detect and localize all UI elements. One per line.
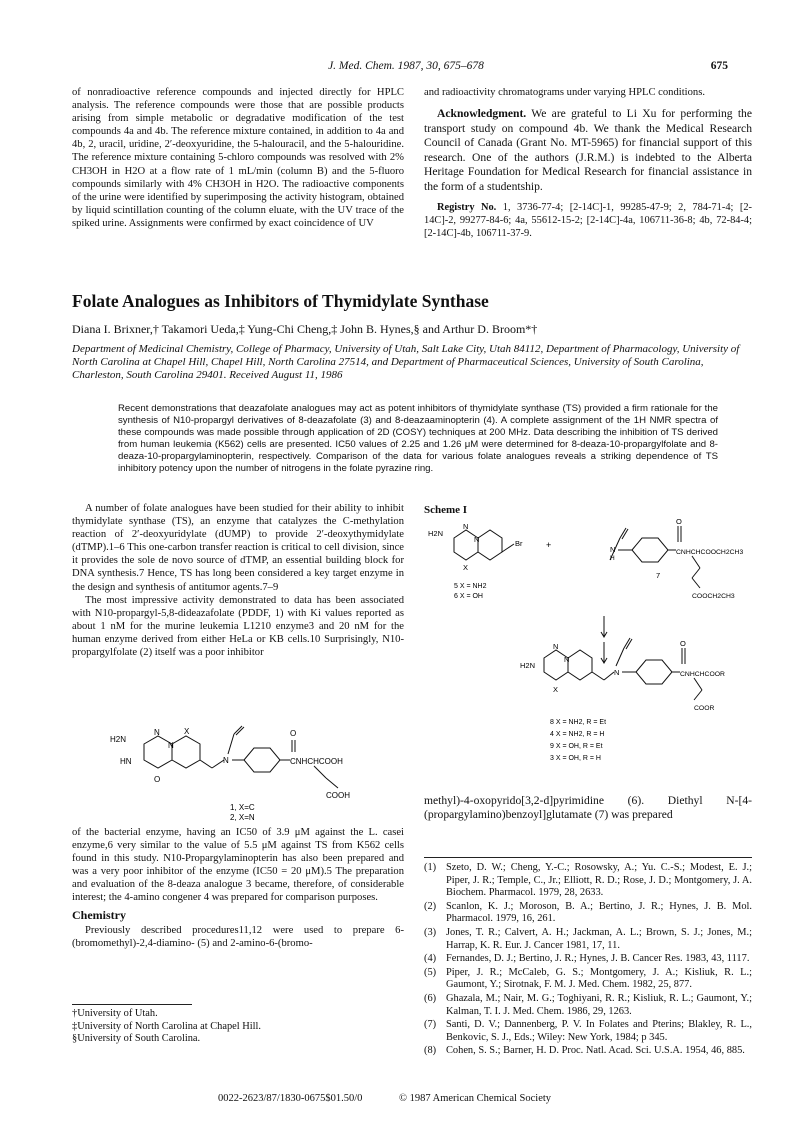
reference-number: (4) xyxy=(424,953,437,965)
structure-atom-x: X xyxy=(184,727,190,736)
structure-atom-n10: N xyxy=(223,756,229,765)
body-left-lower xyxy=(72,826,404,950)
scheme-compound-7: 7 xyxy=(656,571,661,580)
reference-number: (8) xyxy=(424,1045,437,1057)
structure-atom-n2: N xyxy=(168,741,174,750)
scheme-top-o: O xyxy=(676,518,682,526)
footnote-utah: †University of Utah. xyxy=(72,1008,158,1019)
reference-text: Jones, T. R.; Calvert, A. H.; Jackman, A. L.; Brown, S. J.; Jones, M.; Harrap, K. R. Eur. J. Cancer 1981, 17, 11. xyxy=(446,926,752,951)
reference-item xyxy=(424,927,752,952)
registry-numbers xyxy=(424,201,752,240)
footnote-unc: ‡University of North Carolina at Chapel Hill. xyxy=(72,1020,262,1032)
acknowledgment-text: We are grateful to Li Xu for performing the transport study on compound 4b. We thank the Medical Research Council of Canada (Grant No. MT-5965) for financial support of this research. One of the authors (J.R.M.) is indebted to the Alberta Heritage Foundation for Medical Research for financial assistance in the form of a studentship. xyxy=(424,107,752,194)
reference-item xyxy=(424,993,752,1018)
structure-label-1: 1, X=C xyxy=(230,803,255,812)
scheme-top-n2: N xyxy=(474,535,480,544)
acknowledgment xyxy=(424,107,752,195)
registry-title: Registry No. xyxy=(437,201,497,213)
prev-article-left-column xyxy=(72,86,404,230)
reference-text: Szeto, D. W.; Cheng, Y.-C.; Rosowsky, A.; Yu. C.-S.; Modest, E. J.; Piper, J. R.; Temple, C., Jr.; Elliott, R. D.; Rose, J. D.; Montgomery, J. A. Biochem. Pharmacol. 1979, 28, 2633. xyxy=(446,862,752,899)
reference-text: Ghazala, M.; Nair, M. G.; Toghiyani, R. R.; Kisliuk, R. L.; Gaumont, Y.; Kalman, T. I. J. Med. Chem. 1986, 29, 1263. xyxy=(446,992,752,1017)
intro-paragraph-2: The most impressive activity demonstrated to data has been associated with N10-propargyl-5,8-dideazafolate (PDDF, 1) with Ki values reported as about 1 nM for the murine leukemia L1210 enzyme3 and 20 nM for the human enzyme derived from either HeLa or KB cells.10 Surprisingly, N10-propargylfolate (2) itself was a poor inhibitor xyxy=(72,594,404,659)
scheme-top-n: N xyxy=(610,545,616,554)
scheme-label-6: 6 X = OH xyxy=(454,593,483,600)
article-abstract: Recent demonstrations that deazafolate analogues may act as potent inhibitors of thymidylate synthase (TS) provided a firm rationale for the synthesis of N10-propargyl derivatives of 8-deazafolate (3) and 8-deazaaminopterin (4). A complete assignment of the 1H NMR spectra of these compounds was made possible through application of 2D (COSY) techniques at 200 MHz. Data describing the inhibition of TS derived from human leukemia (K562) cells are presented. IC50 values of 2.25 and 1.26 μM were determined for 8-deaza-10-propargylfolate and 8-deaza-10-propargylaminopterin, respectively. Comparison of the data for various folate analogues reveals a striking dependence of TS inhibitory potency upon the number of nitrogens in the folate pyrazine ring. xyxy=(118,403,718,474)
scheme-top-h: H xyxy=(610,555,615,562)
reference-item xyxy=(424,1019,752,1044)
structure-atom-n1: N xyxy=(154,728,160,737)
reference-item xyxy=(424,901,752,926)
scheme-bottom-x: X xyxy=(553,685,559,694)
scheme-label-4: 4 X = NH2, R = H xyxy=(550,731,605,738)
scheme-label-9: 9 X = OH, R = Et xyxy=(550,743,603,750)
structure-atom-amide: CNHCHCOOH xyxy=(290,757,343,766)
structure-1-2 xyxy=(104,722,394,822)
chemistry-heading: Chemistry xyxy=(72,907,126,922)
reference-text: Scanlon, K. J.; Moroson, B. A.; Bertino, J. R.; Hynes, J. B. Mol. Pharmacol. 1979, 16, 261. xyxy=(446,900,752,925)
reference-number: (2) xyxy=(424,900,437,912)
scheme-top-ester: COOCH2CH3 xyxy=(692,593,735,600)
prev-article-paragraph: of nonradioactive reference compounds and injected directly for HPLC analysis. The reference compounds were those that are possible products arising from simple metabolic or degradative modification of the test compounds 4a and 4b. The reference mixture contained, in addition to 4a and 4b, 2, uracil, uridine, 2′-deoxyuridine, the 5-halouracil, and the 5-halouridine. The reference mixture containing 5-chloro compounds was resolved with 2% CH3OH in H2O at a flow rate of 1 mL/min (column B) and the 5-fluoro compounds similarly with 4% CH3OH in H2O. The radioactive components of the urine were identified by superimposing the activity histogram, obtained by liquid scintillation counting of the column eluate, with the UV trace of the spiked urine. Assignments were confirmed by exact coincidence of UV xyxy=(72,87,404,229)
scheme-bottom-amide: CNHCHCOOR xyxy=(680,671,725,678)
body-left-upper xyxy=(72,502,404,659)
reference-text: Fernandes, D. J.; Bertino, J. R.; Hynes, J. B. Cancer Res. 1983, 43, 1117. xyxy=(446,953,750,965)
scheme-1 xyxy=(424,518,754,780)
body-right-paragraph: methyl)-4-oxopyrido[3,2-d]pyrimidine (6). Diethyl N-[4-(propargylamino)benzoyl]glutamate (7) was prepared xyxy=(424,794,752,822)
scheme-bottom-h2n: H2N xyxy=(520,661,536,670)
scheme-bottom-n2: N xyxy=(564,655,570,664)
structure-atom-hn: HN xyxy=(120,757,132,766)
structure-atom-o2: O xyxy=(290,729,297,738)
structure-atom-o1: O xyxy=(154,775,161,784)
reference-number: (7) xyxy=(424,1019,437,1031)
chemistry-paragraph: Previously described procedures11,12 were used to prepare 6-(bromomethyl)-2,4-diamino- (5) and 2-amino-6-(bromo- xyxy=(72,924,404,949)
structure-atom-h2n: H2N xyxy=(110,735,127,744)
acknowledgment-title: Acknowledgment. xyxy=(437,107,527,121)
footer-code: 0022-2623/87/1830-0675$01.50/0 xyxy=(218,1093,363,1104)
intro-paragraph-3: of the bacterial enzyme, having an IC50 of 3.9 μM against the L. casei enzyme,6 very similar to the value of 5.5 μM against TS from K562 cells found in this study. N10-Propargylaminopterin has also been prepared and was a very poor inhibitor of the enzyme (IC50 = 20 μM).5 The preparation and evaluation of the 8-deaza analogue 3 became, therefore, of considerable interest; the 4-amino congener 4 was prepared for comparison purposes. xyxy=(72,827,404,904)
scheme-top-amide: CNHCHCOOCH2CH3 xyxy=(676,549,744,556)
article-authors: Diana I. Brixner,† Takamori Ueda,‡ Yung-Chi Cheng,‡ John B. Hynes,§ and Arthur D. Broom*† xyxy=(72,322,538,336)
registry-text: 1, 3736-77-4; [2-14C]-1, 99285-47-9; 2, 784-71-4; [2-14C]-2, 99277-84-6; 4a, 55612-15-2; [2-14C]-4a, 106711-36-8; 4b, 72-84-4; [2-14C]-4b, 106711-37-9. xyxy=(424,201,753,239)
reference-text: Cohen, S. S.; Barner, H. D. Proc. Natl. Acad. Sci. U.S.A. 1954, 46, 885. xyxy=(446,1045,745,1057)
reference-item xyxy=(424,1045,752,1058)
scheme-label-3: 3 X = OH, R = H xyxy=(550,755,601,762)
scheme-bottom-n1: N xyxy=(553,642,559,651)
prev-article-continuation: and radioactivity chromatograms under varying HPLC conditions. xyxy=(424,87,705,98)
scheme-top-br: Br xyxy=(515,539,523,548)
reference-text: Piper, J. R.; McCaleb, G. S.; Montgomery, J. A.; Kisliuk, R. L.; Gaumont, Y.; Sirotnak, F. M. J. Med. Chem. 1982, 25, 877. xyxy=(446,966,752,991)
structure-atom-cooh: COOH xyxy=(326,791,350,800)
scheme-label: Scheme I xyxy=(424,504,468,516)
article-title: Folate Analogues as Inhibitors of Thymidylate Synthase xyxy=(72,291,489,311)
prev-article-right-column xyxy=(424,86,752,240)
page-number: 675 xyxy=(710,60,728,72)
intro-paragraph-1: A number of folate analogues have been studied for their ability to inhibit thymidylate synthase (TS), an enzyme that catalyzes the C-methylation reaction of 2′-deoxyuridylate (dUMP) to provide 2′-deoxythymidylate (dTMP).1–6 This one-carbon transfer reaction is critical to cell division, since it provides the sole de novo source of dTMP, an essential building block for DNA synthesis.7 Hence, TS has long been considered a key target enzyme in the design and synthesis of antitumor agents.7–9 xyxy=(72,503,404,593)
scheme-label-8: 8 X = NH2, R = Et xyxy=(550,719,607,726)
scheme-top-x: X xyxy=(463,563,469,572)
footnotes xyxy=(72,1008,404,1046)
reference-text: Santi, D. V.; Dannenberg, P. V. In Folates and Pterins; Blakley, R. L., Benkovic, S. J., Eds.; Wiley: New York, 1984; p 345. xyxy=(446,1019,752,1043)
scheme-label-5: 5 X = NH2 xyxy=(454,583,487,590)
reference-number: (5) xyxy=(424,966,437,978)
reference-item xyxy=(424,967,752,992)
running-header: J. Med. Chem. 1987, 30, 675–678 xyxy=(328,60,484,72)
scheme-bottom-o: O xyxy=(680,639,686,648)
scheme-top-n1: N xyxy=(463,522,469,531)
references xyxy=(424,862,752,1059)
structure-label-2: 2, X=N xyxy=(230,813,255,822)
reference-number: (1) xyxy=(424,862,437,873)
reference-rule xyxy=(424,857,752,858)
footnote-usc: §University of South Carolina. xyxy=(72,1033,201,1044)
scheme-top-h2n: H2N xyxy=(428,529,444,538)
footnote-rule xyxy=(72,1004,192,1005)
footer-copyright: © 1987 American Chemical Society xyxy=(399,1093,552,1104)
reference-number: (6) xyxy=(424,992,437,1004)
article-affiliation: Department of Medicinal Chemistry, College of Pharmacy, University of Utah, Salt Lake City, Utah 84112, Department of Pharmacology, University of North Carolina at Chapel Hill, Chapel Hill, North Carolina 27514, and Department of Pharmaceutical Sciences, University of South Carolina, Charleston, South Carolina 29401. Received August 11, 1986 xyxy=(72,343,740,381)
reference-number: (3) xyxy=(424,926,437,938)
body-right xyxy=(424,794,752,823)
reference-item xyxy=(424,953,752,966)
reference-item xyxy=(424,862,752,900)
scheme-plus: + xyxy=(546,540,552,550)
scheme-bottom-n: N xyxy=(614,668,620,677)
scheme-bottom-coor: COOR xyxy=(694,705,715,712)
